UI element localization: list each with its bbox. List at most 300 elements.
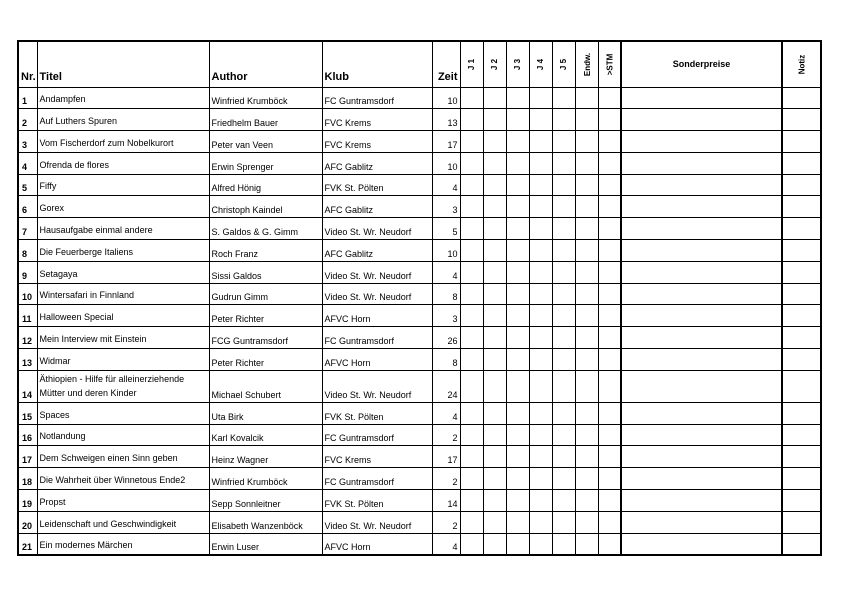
klub-cell: Video St. Wr. Neudorf: [322, 511, 432, 533]
notiz-cell[interactable]: [782, 370, 821, 402]
nr-cell: 2: [18, 109, 37, 131]
score-cell-j1[interactable]: [460, 402, 483, 424]
score-cell-j5[interactable]: [552, 533, 575, 555]
score-cell-j4[interactable]: [529, 533, 552, 555]
score-cell-j4[interactable]: [529, 349, 552, 371]
score-cell-j5[interactable]: [552, 196, 575, 218]
zeit-cell: 8: [432, 283, 460, 305]
klub-cell: Video St. Wr. Neudorf: [322, 261, 432, 283]
score-cell-j4[interactable]: [529, 370, 552, 402]
score-cell-endw[interactable]: [575, 131, 598, 153]
score-cell-stm[interactable]: [598, 305, 621, 327]
score-cell-j5[interactable]: [552, 327, 575, 349]
score-cell-j4[interactable]: [529, 109, 552, 131]
score-cell-j3[interactable]: [506, 152, 529, 174]
table-row: [18, 533, 821, 555]
nr-cell: 16: [18, 424, 37, 446]
score-cell-stm[interactable]: [598, 468, 621, 490]
score-cell-j4[interactable]: [529, 283, 552, 305]
notiz-cell[interactable]: [782, 261, 821, 283]
klub-cell: AFC Gablitz: [322, 152, 432, 174]
table-row: [18, 240, 821, 262]
nr-cell: 21: [18, 533, 37, 555]
score-cell-stm[interactable]: [598, 511, 621, 533]
author-cell: Christoph Kaindel: [209, 196, 322, 218]
score-cell-j5[interactable]: [552, 370, 575, 402]
score-cell-j4[interactable]: [529, 305, 552, 327]
author-cell: Winfried Krumböck: [209, 87, 322, 109]
notiz-cell[interactable]: [782, 174, 821, 196]
author-cell: Sepp Sonnleitner: [209, 490, 322, 512]
score-cell-j3[interactable]: [506, 109, 529, 131]
score-cell-j5[interactable]: [552, 305, 575, 327]
score-cell-j3[interactable]: [506, 174, 529, 196]
score-cell-stm[interactable]: [598, 87, 621, 109]
klub-cell: AFVC Horn: [322, 533, 432, 555]
score-cell-j1[interactable]: [460, 131, 483, 153]
score-cell-j5[interactable]: [552, 468, 575, 490]
notiz-cell[interactable]: [782, 131, 821, 153]
score-cell-stm[interactable]: [598, 152, 621, 174]
klub-cell: FVK St. Pölten: [322, 174, 432, 196]
score-cell-stm[interactable]: [598, 240, 621, 262]
notiz-cell[interactable]: [782, 109, 821, 131]
table-row: [18, 283, 821, 305]
score-cell-endw[interactable]: [575, 218, 598, 240]
score-cell-endw[interactable]: [575, 305, 598, 327]
notiz-cell[interactable]: [782, 283, 821, 305]
header-j4: J 4: [529, 41, 552, 87]
table-row: [18, 370, 821, 402]
table-row: [18, 261, 821, 283]
zeit-cell: 2: [432, 468, 460, 490]
score-cell-j5[interactable]: [552, 490, 575, 512]
klub-cell: AFC Gablitz: [322, 240, 432, 262]
sonderpreise-cell[interactable]: [621, 327, 782, 349]
score-cell-endw[interactable]: [575, 87, 598, 109]
table-row: [18, 424, 821, 446]
score-cell-stm[interactable]: [598, 283, 621, 305]
header-j1: J 1: [460, 41, 483, 87]
header-sonderpreise: Sonderpreise: [621, 41, 782, 87]
score-cell-j2[interactable]: [483, 424, 506, 446]
author-cell: Gudrun Gimm: [209, 283, 322, 305]
nr-cell: 9: [18, 261, 37, 283]
score-cell-j4[interactable]: [529, 152, 552, 174]
sonderpreise-cell[interactable]: [621, 87, 782, 109]
score-cell-j1[interactable]: [460, 152, 483, 174]
score-cell-endw[interactable]: [575, 196, 598, 218]
score-cell-j4[interactable]: [529, 490, 552, 512]
score-cell-j3[interactable]: [506, 327, 529, 349]
score-cell-stm[interactable]: [598, 349, 621, 371]
sonderpreise-cell[interactable]: [621, 240, 782, 262]
score-cell-j2[interactable]: [483, 468, 506, 490]
author-cell: Sissi Galdos: [209, 261, 322, 283]
zeit-cell: 8: [432, 349, 460, 371]
sonderpreise-cell[interactable]: [621, 490, 782, 512]
score-cell-endw[interactable]: [575, 402, 598, 424]
zeit-cell: 5: [432, 218, 460, 240]
header-zeit: Zeit: [432, 41, 460, 87]
score-cell-j2[interactable]: [483, 402, 506, 424]
zeit-cell: 2: [432, 424, 460, 446]
zeit-cell: 4: [432, 533, 460, 555]
header-klub: Klub: [322, 41, 432, 87]
score-cell-endw[interactable]: [575, 240, 598, 262]
table-row: [18, 402, 821, 424]
score-cell-stm[interactable]: [598, 196, 621, 218]
nr-cell: 18: [18, 468, 37, 490]
score-cell-j3[interactable]: [506, 240, 529, 262]
sonderpreise-cell[interactable]: [621, 446, 782, 468]
klub-cell: Video St. Wr. Neudorf: [322, 218, 432, 240]
score-cell-j3[interactable]: [506, 131, 529, 153]
klub-cell: FC Guntramsdorf: [322, 468, 432, 490]
score-cell-j1[interactable]: [460, 327, 483, 349]
score-cell-j5[interactable]: [552, 131, 575, 153]
sonderpreise-cell[interactable]: [621, 305, 782, 327]
score-cell-j5[interactable]: [552, 174, 575, 196]
score-cell-endw[interactable]: [575, 468, 598, 490]
score-cell-j2[interactable]: [483, 349, 506, 371]
klub-cell: AFC Gablitz: [322, 196, 432, 218]
sonderpreise-cell[interactable]: [621, 196, 782, 218]
score-cell-j1[interactable]: [460, 349, 483, 371]
header-row: [18, 41, 821, 87]
zeit-cell: 17: [432, 131, 460, 153]
score-cell-j1[interactable]: [460, 533, 483, 555]
score-cell-endw[interactable]: [575, 490, 598, 512]
titel-cell: Propst: [37, 490, 209, 512]
score-cell-j2[interactable]: [483, 370, 506, 402]
score-cell-stm[interactable]: [598, 131, 621, 153]
author-cell: Alfred Hönig: [209, 174, 322, 196]
score-cell-stm[interactable]: [598, 327, 621, 349]
titel-cell: Gorex: [37, 196, 209, 218]
score-cell-j5[interactable]: [552, 511, 575, 533]
score-cell-j2[interactable]: [483, 196, 506, 218]
author-cell: Peter van Veen: [209, 131, 322, 153]
score-cell-j4[interactable]: [529, 468, 552, 490]
zeit-cell: 14: [432, 490, 460, 512]
score-cell-j3[interactable]: [506, 402, 529, 424]
klub-cell: Video St. Wr. Neudorf: [322, 283, 432, 305]
score-cell-j5[interactable]: [552, 152, 575, 174]
author-cell: Peter Richter: [209, 305, 322, 327]
klub-cell: FVC Krems: [322, 446, 432, 468]
notiz-cell[interactable]: [782, 305, 821, 327]
table-row: [18, 327, 821, 349]
score-cell-j5[interactable]: [552, 283, 575, 305]
score-cell-j3[interactable]: [506, 424, 529, 446]
nr-cell: 19: [18, 490, 37, 512]
score-cell-j4[interactable]: [529, 131, 552, 153]
score-cell-j2[interactable]: [483, 152, 506, 174]
score-cell-j5[interactable]: [552, 349, 575, 371]
score-cell-endw[interactable]: [575, 109, 598, 131]
score-cell-j1[interactable]: [460, 305, 483, 327]
zeit-cell: 3: [432, 196, 460, 218]
notiz-cell[interactable]: [782, 152, 821, 174]
klub-cell: FVC Krems: [322, 131, 432, 153]
score-cell-j3[interactable]: [506, 468, 529, 490]
score-cell-j1[interactable]: [460, 196, 483, 218]
author-cell: Erwin Sprenger: [209, 152, 322, 174]
zeit-cell: 3: [432, 305, 460, 327]
klub-cell: FC Guntramsdorf: [322, 327, 432, 349]
score-cell-j1[interactable]: [460, 446, 483, 468]
score-cell-j4[interactable]: [529, 446, 552, 468]
score-cell-j3[interactable]: [506, 370, 529, 402]
score-cell-stm[interactable]: [598, 109, 621, 131]
score-cell-stm[interactable]: [598, 218, 621, 240]
zeit-cell: 4: [432, 174, 460, 196]
notiz-cell[interactable]: [782, 402, 821, 424]
author-cell: S. Galdos & G. Gimm: [209, 218, 322, 240]
titel-cell: Vom Fischerdorf zum Nobelkurort: [37, 131, 209, 153]
sonderpreise-cell[interactable]: [621, 109, 782, 131]
jury-score-sheet: [17, 40, 822, 556]
sonderpreise-cell[interactable]: [621, 511, 782, 533]
score-cell-j1[interactable]: [460, 240, 483, 262]
score-cell-j2[interactable]: [483, 446, 506, 468]
score-cell-j4[interactable]: [529, 87, 552, 109]
author-cell: Uta Birk: [209, 402, 322, 424]
score-cell-j3[interactable]: [506, 305, 529, 327]
sonderpreise-cell[interactable]: [621, 533, 782, 555]
score-cell-j5[interactable]: [552, 240, 575, 262]
score-cell-endw[interactable]: [575, 349, 598, 371]
score-cell-j2[interactable]: [483, 261, 506, 283]
score-cell-endw[interactable]: [575, 327, 598, 349]
author-cell: Heinz Wagner: [209, 446, 322, 468]
score-cell-stm[interactable]: [598, 490, 621, 512]
score-cell-j2[interactable]: [483, 218, 506, 240]
sonderpreise-cell[interactable]: [621, 402, 782, 424]
author-cell: Winfried Krumböck: [209, 468, 322, 490]
score-cell-j1[interactable]: [460, 468, 483, 490]
sonderpreise-cell[interactable]: [621, 468, 782, 490]
score-cell-j2[interactable]: [483, 109, 506, 131]
score-cell-j5[interactable]: [552, 109, 575, 131]
score-cell-j1[interactable]: [460, 87, 483, 109]
score-cell-j2[interactable]: [483, 511, 506, 533]
score-cell-stm[interactable]: [598, 424, 621, 446]
author-cell: Michael Schubert: [209, 370, 322, 402]
titel-cell: Die Wahrheit über Winnetous Ende2: [37, 468, 209, 490]
sonderpreise-cell[interactable]: [621, 349, 782, 371]
table-row: [18, 174, 821, 196]
score-cell-endw[interactable]: [575, 174, 598, 196]
score-cell-j4[interactable]: [529, 511, 552, 533]
author-cell: Peter Richter: [209, 349, 322, 371]
score-cell-stm[interactable]: [598, 261, 621, 283]
score-cell-j2[interactable]: [483, 87, 506, 109]
notiz-cell[interactable]: [782, 533, 821, 555]
score-cell-j1[interactable]: [460, 261, 483, 283]
score-cell-stm[interactable]: [598, 402, 621, 424]
score-cell-j3[interactable]: [506, 87, 529, 109]
notiz-cell[interactable]: [782, 424, 821, 446]
score-cell-j1[interactable]: [460, 109, 483, 131]
klub-cell: AFVC Horn: [322, 305, 432, 327]
titel-cell: Setagaya: [37, 261, 209, 283]
table-row: [18, 349, 821, 371]
score-cell-endw[interactable]: [575, 533, 598, 555]
table-row: [18, 305, 821, 327]
sonderpreise-cell[interactable]: [621, 218, 782, 240]
score-cell-j5[interactable]: [552, 424, 575, 446]
score-cell-j4[interactable]: [529, 174, 552, 196]
nr-cell: 12: [18, 327, 37, 349]
notiz-cell[interactable]: [782, 87, 821, 109]
score-cell-j2[interactable]: [483, 327, 506, 349]
score-cell-endw[interactable]: [575, 152, 598, 174]
nr-cell: 20: [18, 511, 37, 533]
score-cell-j2[interactable]: [483, 533, 506, 555]
titel-cell: Wintersafari in Finnland: [37, 283, 209, 305]
score-cell-endw[interactable]: [575, 261, 598, 283]
table-row: [18, 511, 821, 533]
score-cell-j1[interactable]: [460, 370, 483, 402]
score-cell-j2[interactable]: [483, 283, 506, 305]
zeit-cell: 26: [432, 327, 460, 349]
notiz-cell[interactable]: [782, 446, 821, 468]
score-cell-j4[interactable]: [529, 327, 552, 349]
score-cell-j3[interactable]: [506, 490, 529, 512]
score-cell-j4[interactable]: [529, 424, 552, 446]
klub-cell: FVK St. Pölten: [322, 490, 432, 512]
score-cell-endw[interactable]: [575, 283, 598, 305]
table-row: [18, 490, 821, 512]
score-cell-j5[interactable]: [552, 218, 575, 240]
zeit-cell: 4: [432, 402, 460, 424]
score-cell-j4[interactable]: [529, 218, 552, 240]
notiz-cell[interactable]: [782, 490, 821, 512]
sonderpreise-cell[interactable]: [621, 131, 782, 153]
klub-cell: AFVC Horn: [322, 349, 432, 371]
nr-cell: 10: [18, 283, 37, 305]
score-cell-j3[interactable]: [506, 283, 529, 305]
sonderpreise-cell[interactable]: [621, 424, 782, 446]
score-cell-stm[interactable]: [598, 446, 621, 468]
score-cell-j1[interactable]: [460, 424, 483, 446]
score-cell-j1[interactable]: [460, 283, 483, 305]
score-cell-j4[interactable]: [529, 402, 552, 424]
score-cell-j3[interactable]: [506, 533, 529, 555]
zeit-cell: 10: [432, 152, 460, 174]
score-cell-stm[interactable]: [598, 533, 621, 555]
score-cell-j1[interactable]: [460, 511, 483, 533]
score-cell-j2[interactable]: [483, 490, 506, 512]
table-row: [18, 131, 821, 153]
score-cell-j1[interactable]: [460, 174, 483, 196]
score-cell-j4[interactable]: [529, 261, 552, 283]
score-cell-j4[interactable]: [529, 240, 552, 262]
notiz-cell[interactable]: [782, 349, 821, 371]
score-cell-j2[interactable]: [483, 131, 506, 153]
table-row: [18, 196, 821, 218]
score-cell-endw[interactable]: [575, 511, 598, 533]
titel-cell: Fiffy: [37, 174, 209, 196]
sonderpreise-cell[interactable]: [621, 261, 782, 283]
score-cell-j5[interactable]: [552, 261, 575, 283]
score-cell-j5[interactable]: [552, 446, 575, 468]
author-cell: FCG Guntramsdorf: [209, 327, 322, 349]
notiz-cell[interactable]: [782, 511, 821, 533]
score-cell-endw[interactable]: [575, 446, 598, 468]
zeit-cell: 4: [432, 261, 460, 283]
titel-cell: Mein Interview mit Einstein: [37, 327, 209, 349]
score-cell-j2[interactable]: [483, 305, 506, 327]
nr-cell: 7: [18, 218, 37, 240]
score-cell-j2[interactable]: [483, 174, 506, 196]
author-cell: Erwin Luser: [209, 533, 322, 555]
notiz-cell[interactable]: [782, 468, 821, 490]
header-titel: Titel: [37, 41, 209, 87]
nr-cell: 6: [18, 196, 37, 218]
notiz-cell[interactable]: [782, 240, 821, 262]
klub-cell: FVC Krems: [322, 109, 432, 131]
score-cell-j5[interactable]: [552, 87, 575, 109]
score-cell-stm[interactable]: [598, 174, 621, 196]
titel-cell: Äthiopien - Hilfe für alleinerziehende Mütter und deren Kinder: [37, 370, 209, 402]
sonderpreise-cell[interactable]: [621, 283, 782, 305]
titel-cell: Widmar: [37, 349, 209, 371]
header-notiz: Notiz: [782, 41, 821, 87]
header-author: Author: [209, 41, 322, 87]
score-cell-j1[interactable]: [460, 218, 483, 240]
nr-cell: 1: [18, 87, 37, 109]
notiz-cell[interactable]: [782, 218, 821, 240]
nr-cell: 11: [18, 305, 37, 327]
nr-cell: 5: [18, 174, 37, 196]
score-cell-j3[interactable]: [506, 349, 529, 371]
titel-cell: Die Feuerberge Italiens: [37, 240, 209, 262]
author-cell: Elisabeth Wanzenböck: [209, 511, 322, 533]
notiz-cell[interactable]: [782, 327, 821, 349]
sonderpreise-cell[interactable]: [621, 370, 782, 402]
score-cell-j4[interactable]: [529, 196, 552, 218]
titel-cell: Notlandung: [37, 424, 209, 446]
zeit-cell: 13: [432, 109, 460, 131]
score-cell-j3[interactable]: [506, 261, 529, 283]
author-cell: Roch Franz: [209, 240, 322, 262]
score-cell-stm[interactable]: [598, 370, 621, 402]
score-cell-j1[interactable]: [460, 490, 483, 512]
score-cell-j3[interactable]: [506, 218, 529, 240]
sonderpreise-cell[interactable]: [621, 174, 782, 196]
score-cell-j5[interactable]: [552, 402, 575, 424]
score-cell-j3[interactable]: [506, 196, 529, 218]
zeit-cell: 17: [432, 446, 460, 468]
notiz-cell[interactable]: [782, 196, 821, 218]
header-stm: >STM: [598, 41, 621, 87]
klub-cell: FC Guntramsdorf: [322, 424, 432, 446]
titel-cell: Leidenschaft und Geschwindigkeit: [37, 511, 209, 533]
score-cell-j2[interactable]: [483, 240, 506, 262]
zeit-cell: 10: [432, 240, 460, 262]
titel-cell: Spaces: [37, 402, 209, 424]
score-cell-endw[interactable]: [575, 424, 598, 446]
sonderpreise-cell[interactable]: [621, 152, 782, 174]
score-cell-endw[interactable]: [575, 370, 598, 402]
score-cell-j3[interactable]: [506, 446, 529, 468]
score-cell-j3[interactable]: [506, 511, 529, 533]
table-row: [18, 218, 821, 240]
titel-cell: Auf Luthers Spuren: [37, 109, 209, 131]
